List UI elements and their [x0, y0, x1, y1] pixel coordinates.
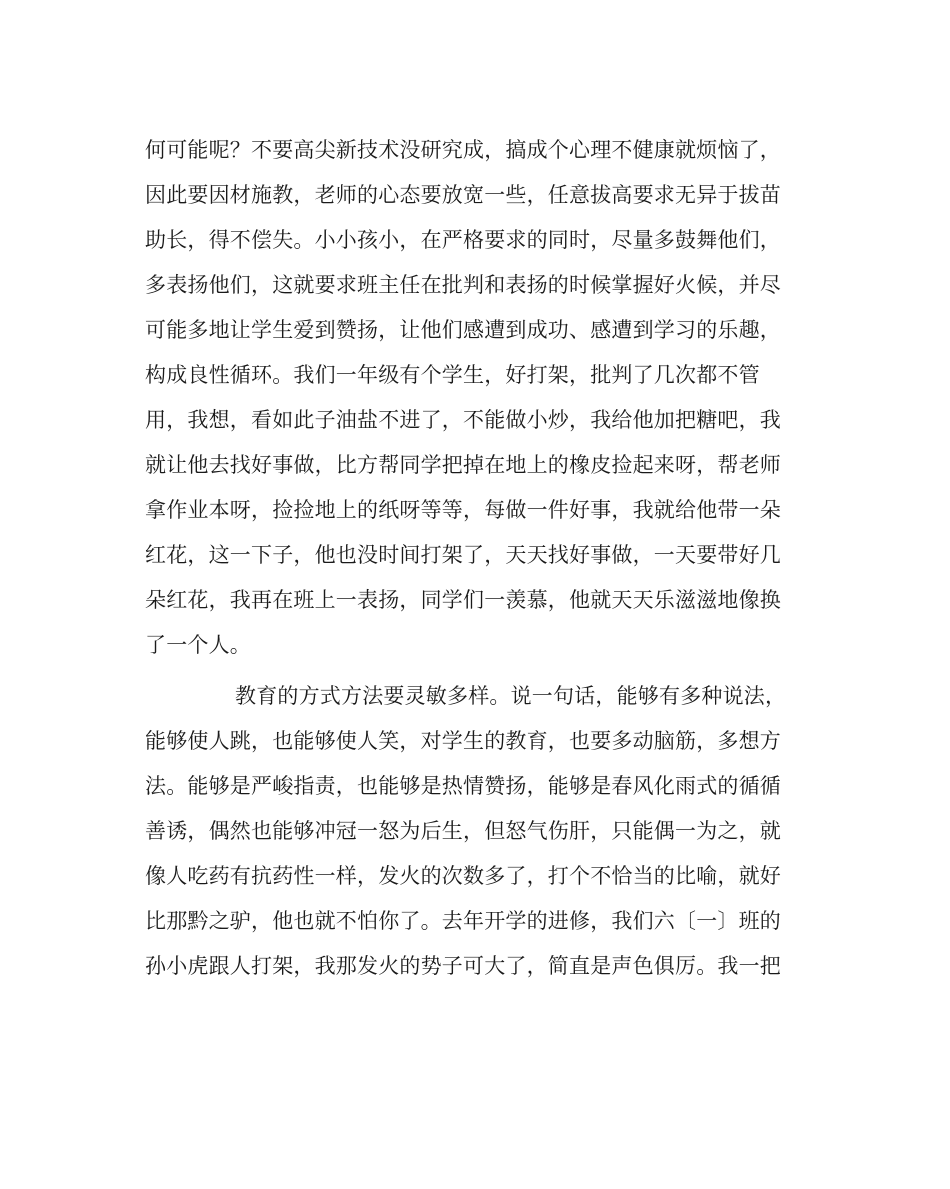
- text-line: 能够使人跳，也能够使人笑，对学生的教育，也要多动脑筋，多想方: [145, 729, 781, 753]
- text-line: 比那黔之驴，他也就不怕你了。去年开学的进修，我们六〔一〕班的: [145, 909, 781, 933]
- text-line: 用，我想，看如此子油盐不进了，不能做小炒，我给他加把糖吧，我: [145, 408, 781, 432]
- text-line: 就让他去找好事做，比方帮同学把掉在地上的橡皮捡起来呀，帮老师: [145, 453, 781, 477]
- text-line: 拿作业本呀，捡捡地上的纸呀等等，每做一件好事，我就给他带一朵: [145, 498, 781, 522]
- text-line: 善诱，偶然也能够冲冠一怒为后生，但怒气伤肝，只能偶一为之，就: [145, 819, 781, 843]
- text-line: 何可能呢？不要高尖新技术没研究成，搞成个心理不健康就烦恼了，: [145, 138, 781, 162]
- text-line: 多表扬他们，这就要求班主任在批判和表扬的时候掌握好火候，并尽: [145, 273, 781, 297]
- text-line: 了一个人。: [145, 633, 251, 657]
- text-line: 因此要因材施教，老师的心态要放宽一些，任意拔高要求无异于拔苗: [145, 183, 781, 207]
- text-line: 孙小虎跟人打架，我那发火的势子可大了，简直是声色俱厉。我一把: [145, 954, 781, 978]
- text-line: 构成良性循环。我们一年级有个学生，好打架，批判了几次都不管: [145, 363, 760, 387]
- text-line: 法。能够是严峻指责，也能够是热情赞扬，能够是春风化雨式的循循: [145, 774, 781, 798]
- text-line: 朵红花，我再在班上一表扬，同学们一羡慕，他就天天乐滋滋地像换: [145, 588, 781, 612]
- body-text: [145, 128, 805, 989]
- paragraph-first-line: 教育的方式方法要灵敏多样。说一句话，能够有多种说法，: [235, 684, 787, 708]
- text-line: 助长，得不偿失。小小孩小，在严格要求的同时，尽量多鼓舞他们，: [145, 228, 781, 252]
- text-line: 红花，这一下子，他也没时间打架了，天天找好事做，一天要带好几: [145, 543, 781, 567]
- text-line: 可能多地让学生爱到赞扬，让他们感遭到成功、感遭到学习的乐趣，: [145, 318, 781, 342]
- text-line: 像人吃药有抗药性一样，发火的次数多了，打个不恰当的比喻，就好: [145, 864, 781, 888]
